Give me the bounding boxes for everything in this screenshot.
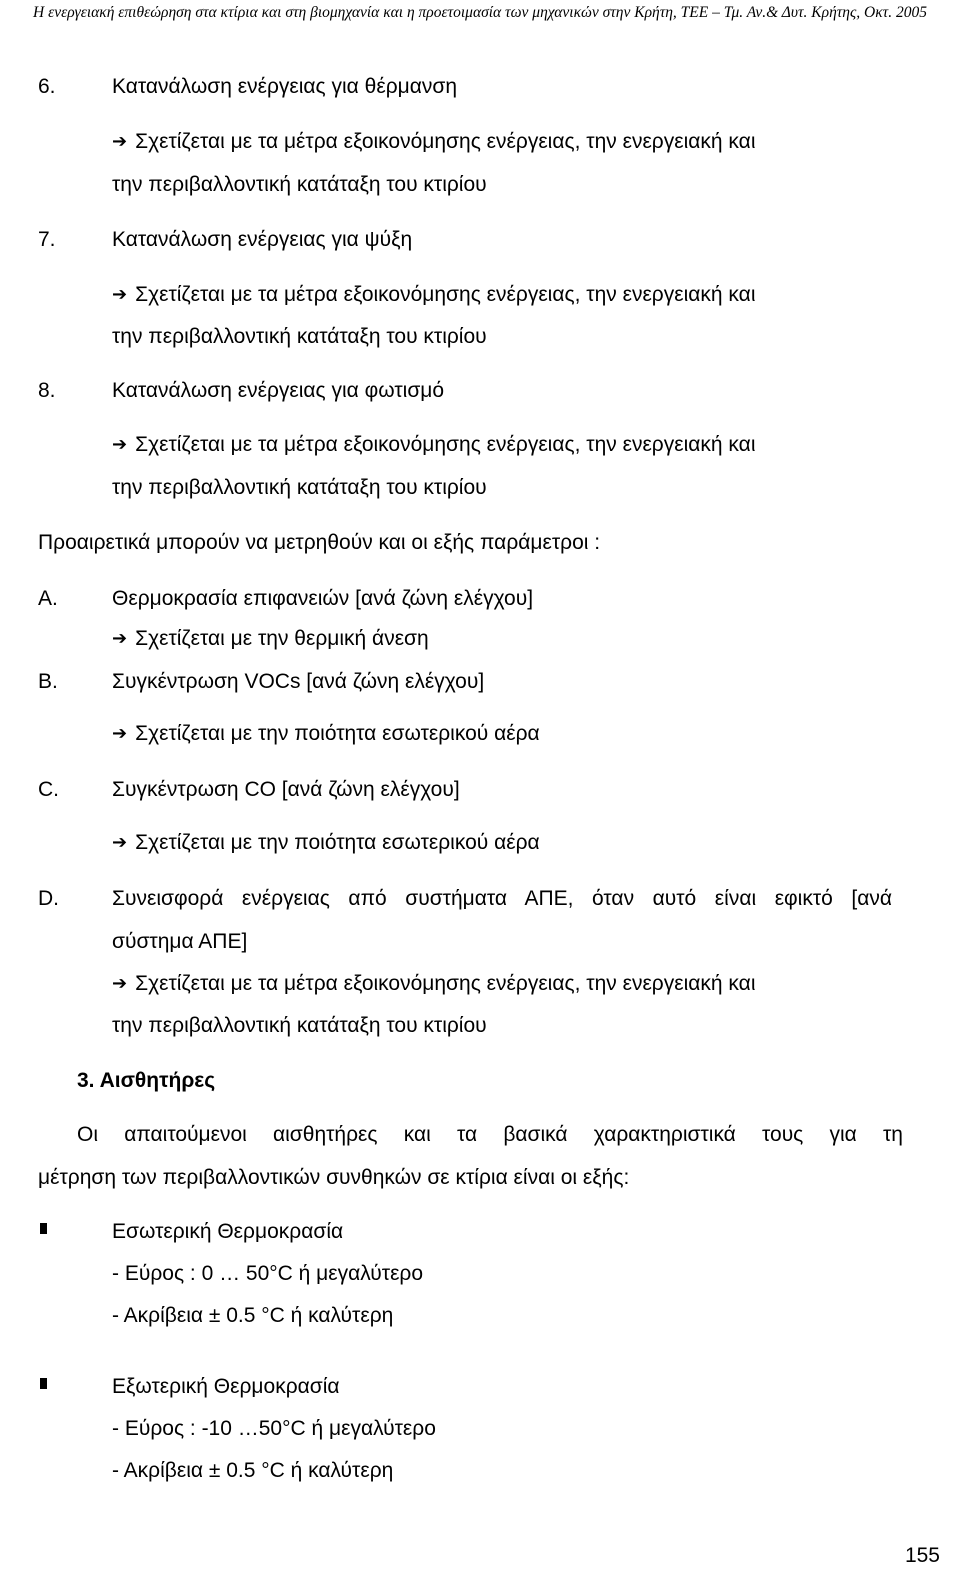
section-paragraph-cont: μέτρηση των περιβαλλοντικών συνθηκών σε κτίρια είναι οι εξής: (38, 1166, 630, 1189)
option-note: ➔ Σχετίζεται με την θερμική άνεση (112, 627, 429, 650)
option-note: ➔ Σχετίζεται με τα μέτρα εξοικονόμησης ενέργειας, την ενεργειακή και (112, 972, 756, 995)
option-letter: C. (38, 778, 59, 801)
option-note: ➔ Σχετίζεται με την ποιότητα εσωτερικού αέρα (112, 722, 540, 745)
arrow-icon: ➔ (112, 284, 128, 305)
arrow-icon: ➔ (112, 723, 128, 744)
item-number: 7. (38, 228, 56, 251)
option-letter: B. (38, 670, 58, 693)
item-note: ➔ Σχετίζεται με τα μέτρα εξοικονόμησης ενέργειας, την ενεργειακή και (112, 130, 756, 153)
running-header: Η ενεργειακή επιθεώρηση στα κτίρια και στη βιομηχανία και η προετοιμασία των μηχανικών στην Κρήτη, ΤΕΕ – Τμ. Αν.& Δυτ. Κρήτης, Οκτ. 2005 (33, 4, 927, 21)
item-number: 8. (38, 379, 56, 402)
sensor-range: - Εύρος : -10 …50°C ή μεγαλύτερο (112, 1417, 436, 1440)
item-number: 6. (38, 75, 56, 98)
sensor-range: - Εύρος : 0 … 50°C ή μεγαλύτερο (112, 1262, 424, 1285)
section-paragraph: Οι απαιτούμενοι αισθητήρες και τα βασικά χαρακτηριστικά τους για τη (77, 1123, 903, 1146)
item-note-cont: την περιβαλλοντική κατάταξη του κτιρίου (112, 476, 487, 499)
option-letter: D. (38, 887, 59, 910)
item-note-cont: την περιβαλλοντική κατάταξη του κτιρίου (112, 173, 487, 196)
item-title: Κατανάλωση ενέργειας για θέρμανση (112, 75, 458, 98)
option-title: Συνεισφορά ενέργειας από συστήματα ΑΠΕ, όταν αυτό είναι εφικτό [ανά (112, 887, 892, 910)
sensor-name: Εξωτερική Θερμοκρασία (112, 1375, 340, 1398)
option-title: Θερμοκρασία επιφανειών [ανά ζώνη ελέγχου] (112, 587, 534, 610)
arrow-icon: ➔ (112, 434, 128, 455)
option-letter: A. (38, 587, 58, 610)
option-note: ➔ Σχετίζεται με την ποιότητα εσωτερικού αέρα (112, 831, 540, 854)
item-title: Κατανάλωση ενέργειας για φωτισμό (112, 379, 445, 402)
square-bullet-icon (40, 1223, 47, 1234)
item-note-cont: την περιβαλλοντική κατάταξη του κτιρίου (112, 325, 487, 348)
arrow-icon: ➔ (112, 973, 128, 994)
arrow-icon: ➔ (112, 131, 128, 152)
page-number: 155 (904, 1544, 940, 1567)
option-note-cont: την περιβαλλοντική κατάταξη του κτιρίου (112, 1014, 487, 1037)
sensor-accuracy: - Ακρίβεια ± 0.5 °C ή καλύτερη (112, 1459, 394, 1482)
sensor-name: Εσωτερική Θερμοκρασία (112, 1220, 344, 1243)
square-bullet-icon (40, 1378, 47, 1389)
option-title: Συγκέντρωση CO [ανά ζώνη ελέγχου] (112, 778, 460, 801)
arrow-icon: ➔ (112, 832, 128, 853)
option-title-cont: σύστημα ΑΠΕ] (112, 930, 248, 953)
optional-intro: Προαιρετικά μπορούν να μετρηθούν και οι εξής παράμετροι : (38, 531, 601, 554)
item-note: ➔ Σχετίζεται με τα μέτρα εξοικονόμησης ενέργειας, την ενεργειακή και (112, 283, 756, 306)
section-heading: 3. Αισθητήρες (77, 1069, 216, 1092)
option-title: Συγκέντρωση VOCs [ανά ζώνη ελέγχου] (112, 670, 485, 693)
item-title: Κατανάλωση ενέργειας για ψύξη (112, 228, 413, 251)
sensor-accuracy: - Ακρίβεια ± 0.5 °C ή καλύτερη (112, 1304, 394, 1327)
item-note: ➔ Σχετίζεται με τα μέτρα εξοικονόμησης ενέργειας, την ενεργειακή και (112, 433, 756, 456)
arrow-icon: ➔ (112, 628, 128, 649)
